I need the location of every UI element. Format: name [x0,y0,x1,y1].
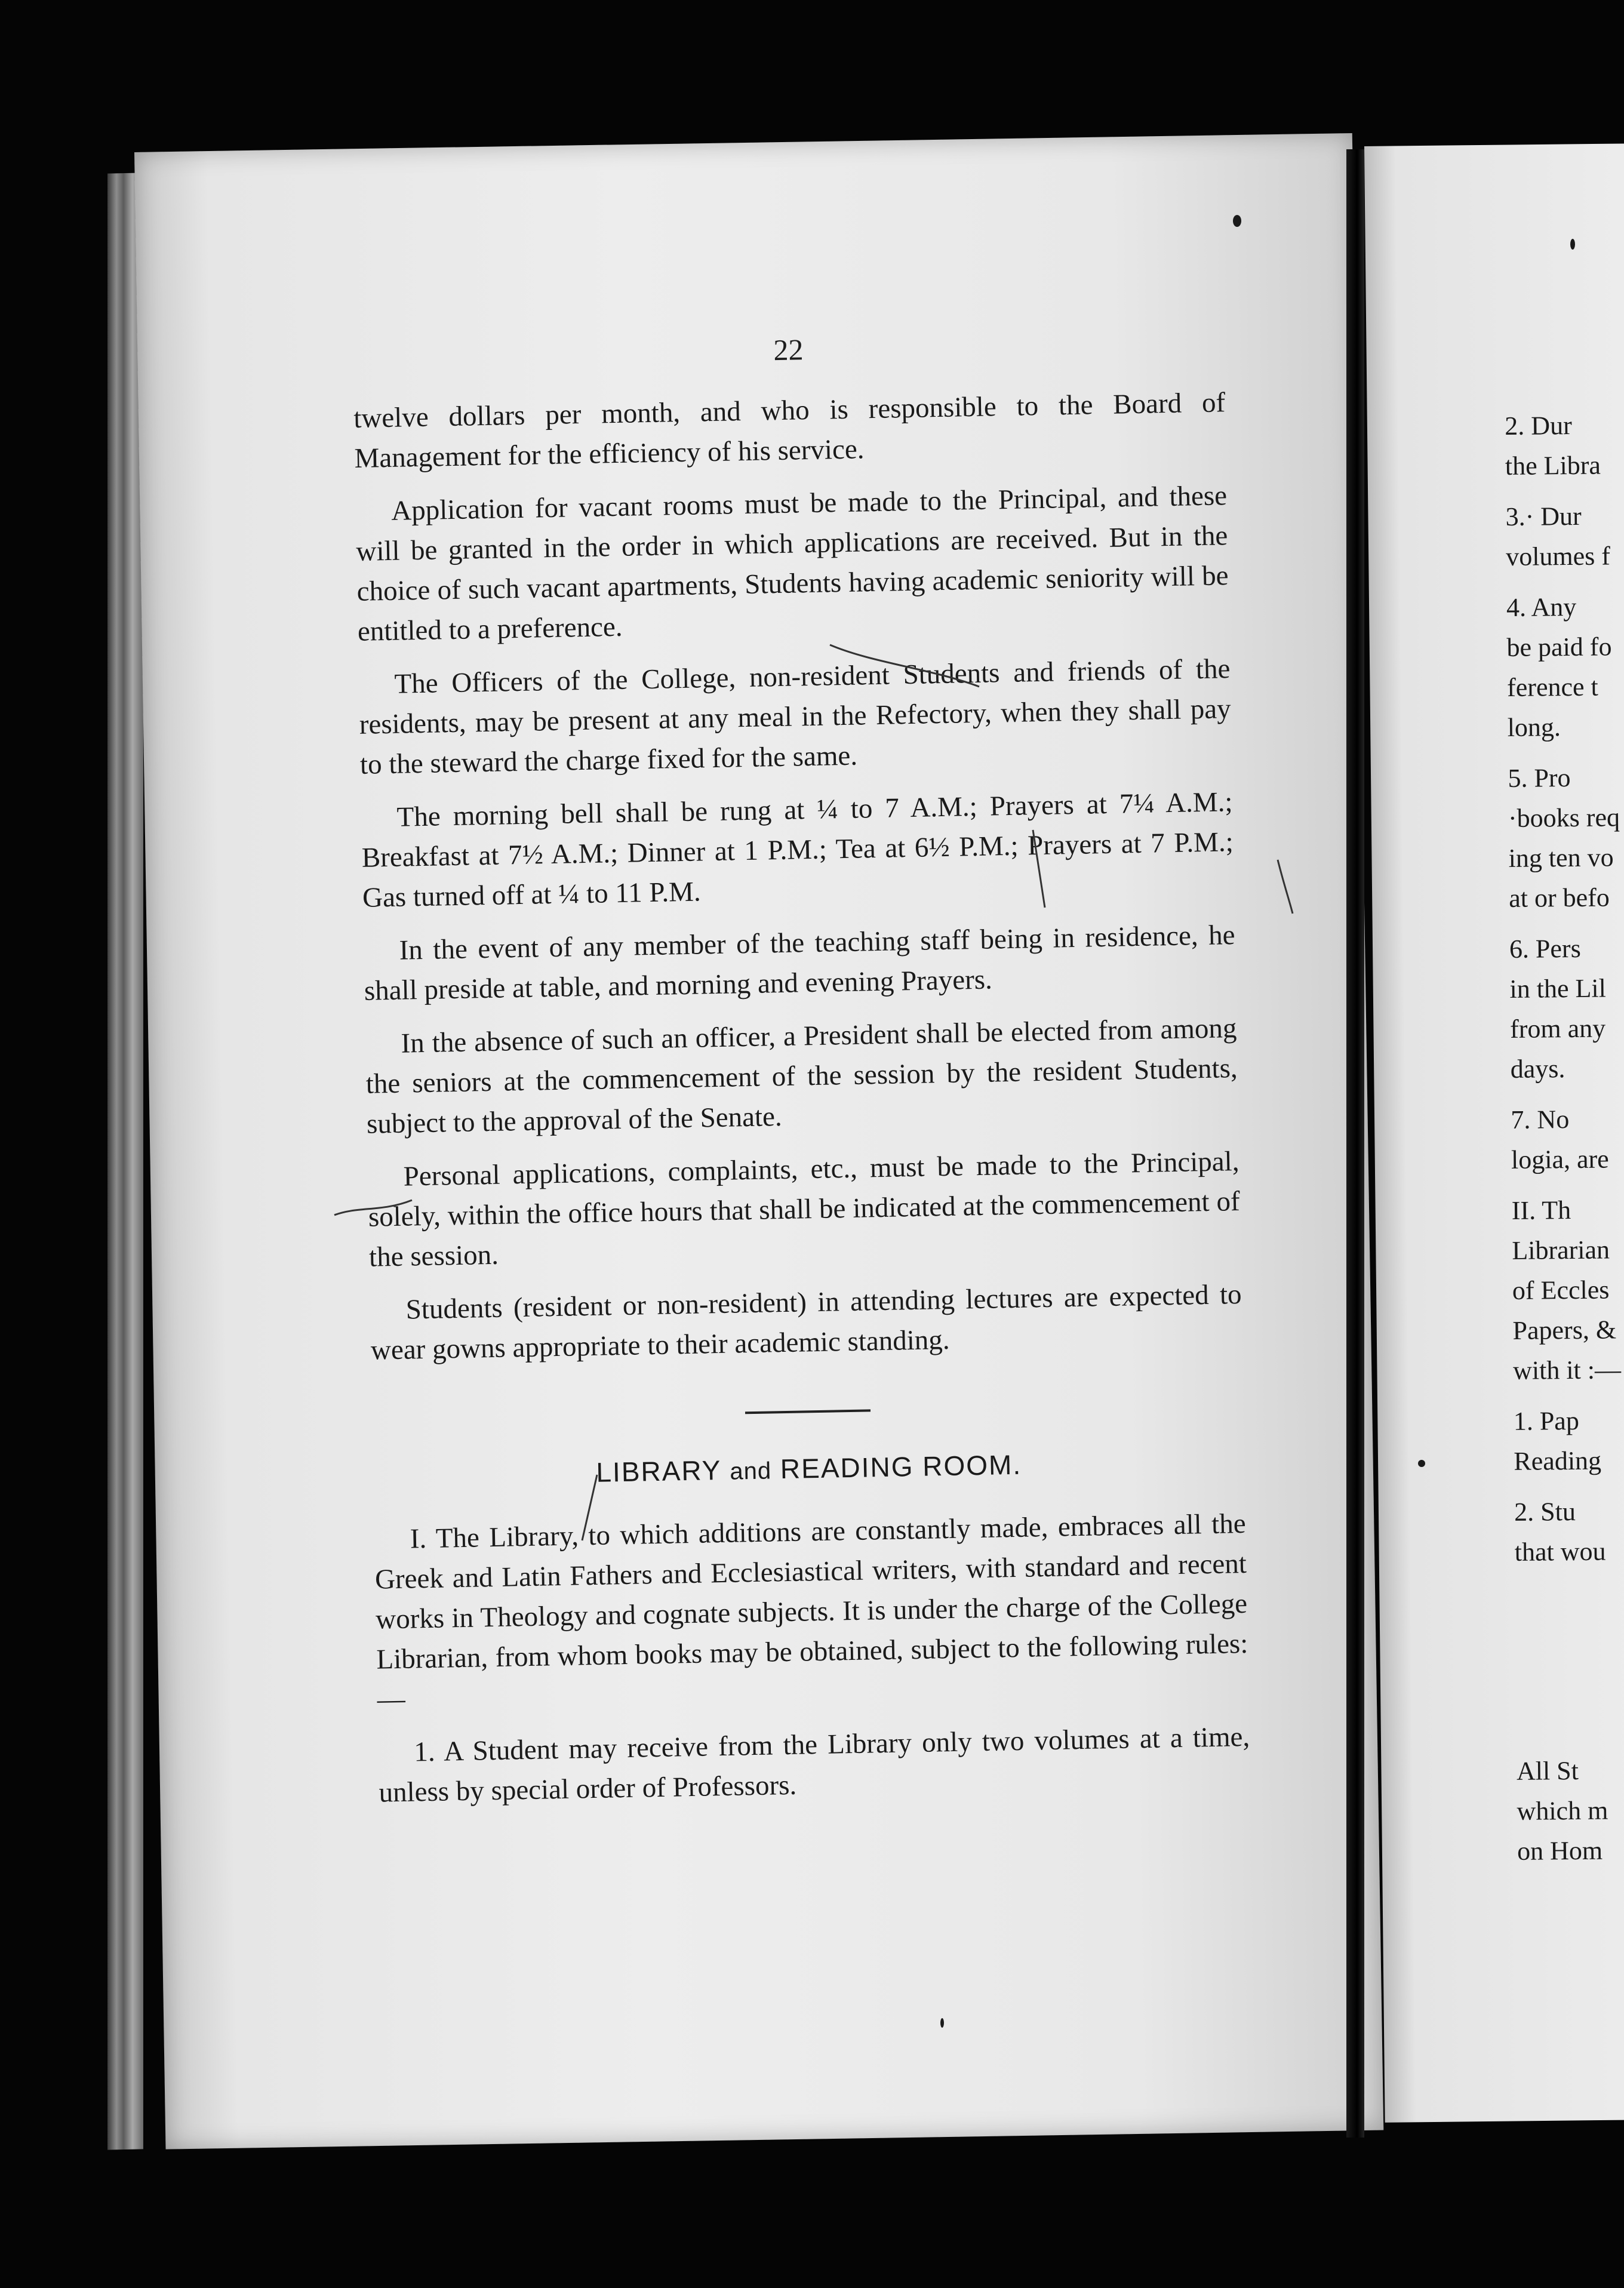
right-fragment-line: II. Th [1511,1195,1571,1225]
right-fragment-line: logia, are [1511,1144,1609,1174]
paragraph-personal-applications: Personal applications, complaints, etc., must be made to the Principal, solely, within the office hours that shall be indicated at the commencement of the session. [368,1146,1241,1273]
right-fragment-line: 4. Any [1506,592,1577,622]
right-fragment-line: be paid fo [1506,632,1612,662]
right-fragment-line: on Hom [1517,1835,1603,1866]
ink-speck [1570,239,1575,250]
right-fragment-line: Papers, & [1512,1315,1617,1345]
book-page-edges [107,173,143,2149]
right-fragment-line: 6. Pers [1509,933,1581,964]
paragraph-steward-continuation: twelve dollars per month, and who is responsible to the Board of Management for the efficiency of his service. [353,387,1226,474]
ink-speck [1233,215,1241,227]
left-page-content [352,324,1251,1826]
paragraph-daily-schedule: The morning bell shall be rung at ¼ to 7 A.M.; Prayers at 7¼ A.M.; Breakfast at 7½ A.M.; Dinner at 1 P.M.; Tea at 6½ P.M.; Prayers at 7 P.M.; Gas turned off at ¼ to 11 P.M. [361,786,1234,914]
heading-connector-word: and [730,1457,772,1485]
right-fragment-line: of Eccles [1512,1275,1610,1305]
right-fragment-line: that wou [1514,1536,1606,1567]
right-fragment-line: from any [1509,1013,1606,1044]
heading-reading-room-words: READING ROOM. [780,1449,1022,1485]
paragraph-library-description: I. The Library, to which additions are constantly made, embraces all the Greek and Latin Fathers and Ecclesiastical writers, with standard and recent works in Theology and cognate subjects. It is under the charge of the College Librarian, from whom books may be obtained, subject to the following rules:— [374,1508,1248,1715]
right-fragment-line: ference t [1506,672,1598,702]
page-number: 22 [773,333,804,367]
paragraph-president-election: In the absence of such an officer, a President shall be elected from among the seniors at the commencement of the session by the resident Students, subject to the approval of the Senate. [365,1013,1238,1140]
right-fragment-line: 1. Pap [1513,1406,1580,1436]
right-fragment-line: ·books req [1508,802,1620,833]
right-fragment-line: which m [1517,1795,1608,1826]
right-fragment-line: at or befo [1508,882,1610,913]
section-divider-rule [745,1409,871,1414]
right-fragment-line: ing ten vo [1508,842,1614,873]
paragraph-vacant-rooms: Application for vacant rooms must be made to the Principal, and these will be granted in the order in which applications are received. But in the choice of such vacant apartments, Students having academic seniority will be entitled to a preference. [356,480,1229,647]
right-fragment-line: volumes f [1505,541,1611,571]
paragraph-teaching-staff: In the event of any member of the teaching staff being in residence, he shall preside at table, and morning and evening Prayers. [364,919,1235,1007]
heading-library-word: LIBRARY [595,1454,722,1488]
right-page-content [1505,405,1624,1871]
right-fragment-line: long. [1507,712,1561,742]
right-fragment-line: 7. No [1511,1105,1570,1134]
right-fragment-line: 5. Pro [1508,763,1571,793]
section-heading-library [373,1444,1245,1493]
ink-speck [1418,1460,1425,1467]
right-fragment-line: the Libra [1505,450,1601,481]
right-fragment-line: Librarian [1512,1235,1610,1265]
right-fragment-line: 3.· Dur [1505,501,1582,531]
right-fragment-line: Reading [1514,1446,1602,1476]
book-gutter [1346,149,1364,2138]
paragraph-refectory-guests: The Officers of the College, non-resident Students and friends of the residents, may be present at any meal in the Refectory, when they shall pay to the steward the charge fixed for the same. [359,653,1232,780]
right-fragment-line: with it :— [1512,1355,1622,1385]
ink-speck [940,2018,944,2028]
right-fragment-line: 2. Stu [1514,1497,1576,1527]
right-fragment-line: 2. Dur [1505,411,1572,441]
paragraph-library-rule-1: 1. A Student may receive from the Library only two volumes at a time, unless by special order of Professors. [379,1721,1250,1809]
right-fragment-line: All St [1516,1756,1579,1786]
paragraph-academic-gowns: Students (resident or non-resident) in attending lectures are expected to wear gowns appropriate to their academic standing. [370,1278,1242,1366]
right-fragment-line: days. [1510,1054,1565,1084]
right-fragment-line: in the Lil [1509,973,1607,1004]
